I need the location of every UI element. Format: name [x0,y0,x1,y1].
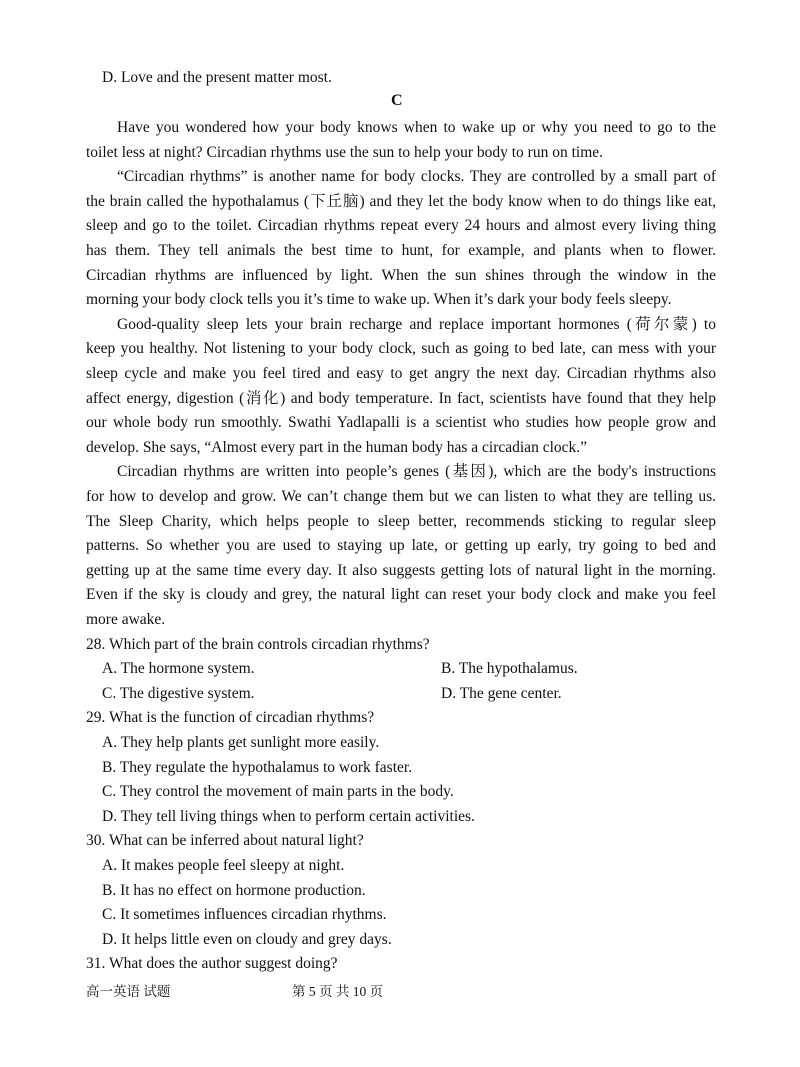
answer-option[interactable]: D. The gene center. [441,685,562,702]
question-stem: 29. What is the function of circadian rhythms? [86,709,375,726]
passage-line: for how to develop and grow. We can’t change them but we can listen to what they are telling us. [86,488,716,505]
passage-line: “Circadian rhythms” is another name for body clocks. They are controlled by a small part of [117,168,716,185]
answer-option[interactable]: D. It helps little even on cloudy and grey days. [102,931,392,948]
question-stem: 31. What does the author suggest doing? [86,955,338,972]
answer-option[interactable]: B. The hypothalamus. [441,660,578,677]
answer-option[interactable]: B. They regulate the hypothalamus to work faster. [102,759,413,776]
passage-line: getting up at the same time every day. It also suggests getting lots of natural light in the morning. [86,562,716,579]
answer-option[interactable]: D. They tell living things when to perform certain activities. [102,808,475,825]
passage-line: Circadian rhythms are written into people’s genes (基因), which are the body's instructions [117,463,716,480]
passage-line: Good-quality sleep lets your brain recharge and replace important hormones (荷尔蒙) to [117,316,716,333]
passage-line: The Sleep Charity, which helps people to sleep better, recommends sticking to regular sleep [86,513,716,530]
answer-option[interactable]: C. It sometimes influences circadian rhythms. [102,906,387,923]
answer-option[interactable]: B. It has no effect on hormone production. [102,882,366,899]
passage-line: sleep and go to the toilet. Circadian rhythms repeat every 24 hours and almost every living thing [86,217,716,234]
passage-line: morning your body clock tells you it’s time to wake up. When it’s dark your body feels sleepy. [86,291,672,308]
answer-option[interactable]: A. They help plants get sunlight more easily. [102,734,380,751]
passage-line: the brain called the hypothalamus (下丘脑) and they let the body know when to do things like eat, [86,193,716,210]
passage-line: sleep cycle and make you feel tired and easy to get angry the next day. Circadian rhythms also [86,365,716,382]
answer-option[interactable]: C. They control the movement of main parts in the body. [102,783,454,800]
footer-page-number: 第 5 页 共 10 页 [292,984,384,999]
passage-line: Have you wondered how your body knows when to wake up or why you need to go to the [117,119,716,136]
passage-line: keep you healthy. Not listening to your body clock, such as going to bed late, can mess with your [86,340,716,357]
footer-subject: 高一英语 试题 [86,984,171,999]
answer-option[interactable]: A. It makes people feel sleepy at night. [102,857,345,874]
answer-option[interactable]: C. The digestive system. [102,685,255,702]
passage-line: develop. She says, “Almost every part in the human body has a circadian clock.” [86,439,588,456]
passage-line: toilet less at night? Circadian rhythms use the sun to help your body to run on time. [86,144,604,161]
question-stem: 28. Which part of the brain controls circadian rhythms? [86,636,430,653]
question-stem: 30. What can be inferred about natural light? [86,832,364,849]
intro-option-d: D. Love and the present matter most. [102,69,332,86]
passage-line: patterns. So whether you are used to staying up late, or getting up early, try going to bed and [86,537,716,554]
section-heading: C [391,92,403,109]
passage-line: more awake. [86,611,166,628]
answer-option[interactable]: A. The hormone system. [102,660,255,677]
passage-line: has them. They tell animals the best time to hunt, for example, and plants when to flower. [86,242,716,259]
passage-line: our whole body run smoothly. Swathi Yadlapalli is a scientist who studies how people grow and [86,414,716,431]
passage-line: Even if the sky is cloudy and grey, the natural light can reset your body clock and make you feel [86,586,716,603]
passage-line: affect energy, digestion (消化) and body temperature. In fact, scientists have found that they help [86,390,716,407]
passage-line: Circadian rhythms are influenced by light. When the sun shines through the window in the [86,267,716,284]
